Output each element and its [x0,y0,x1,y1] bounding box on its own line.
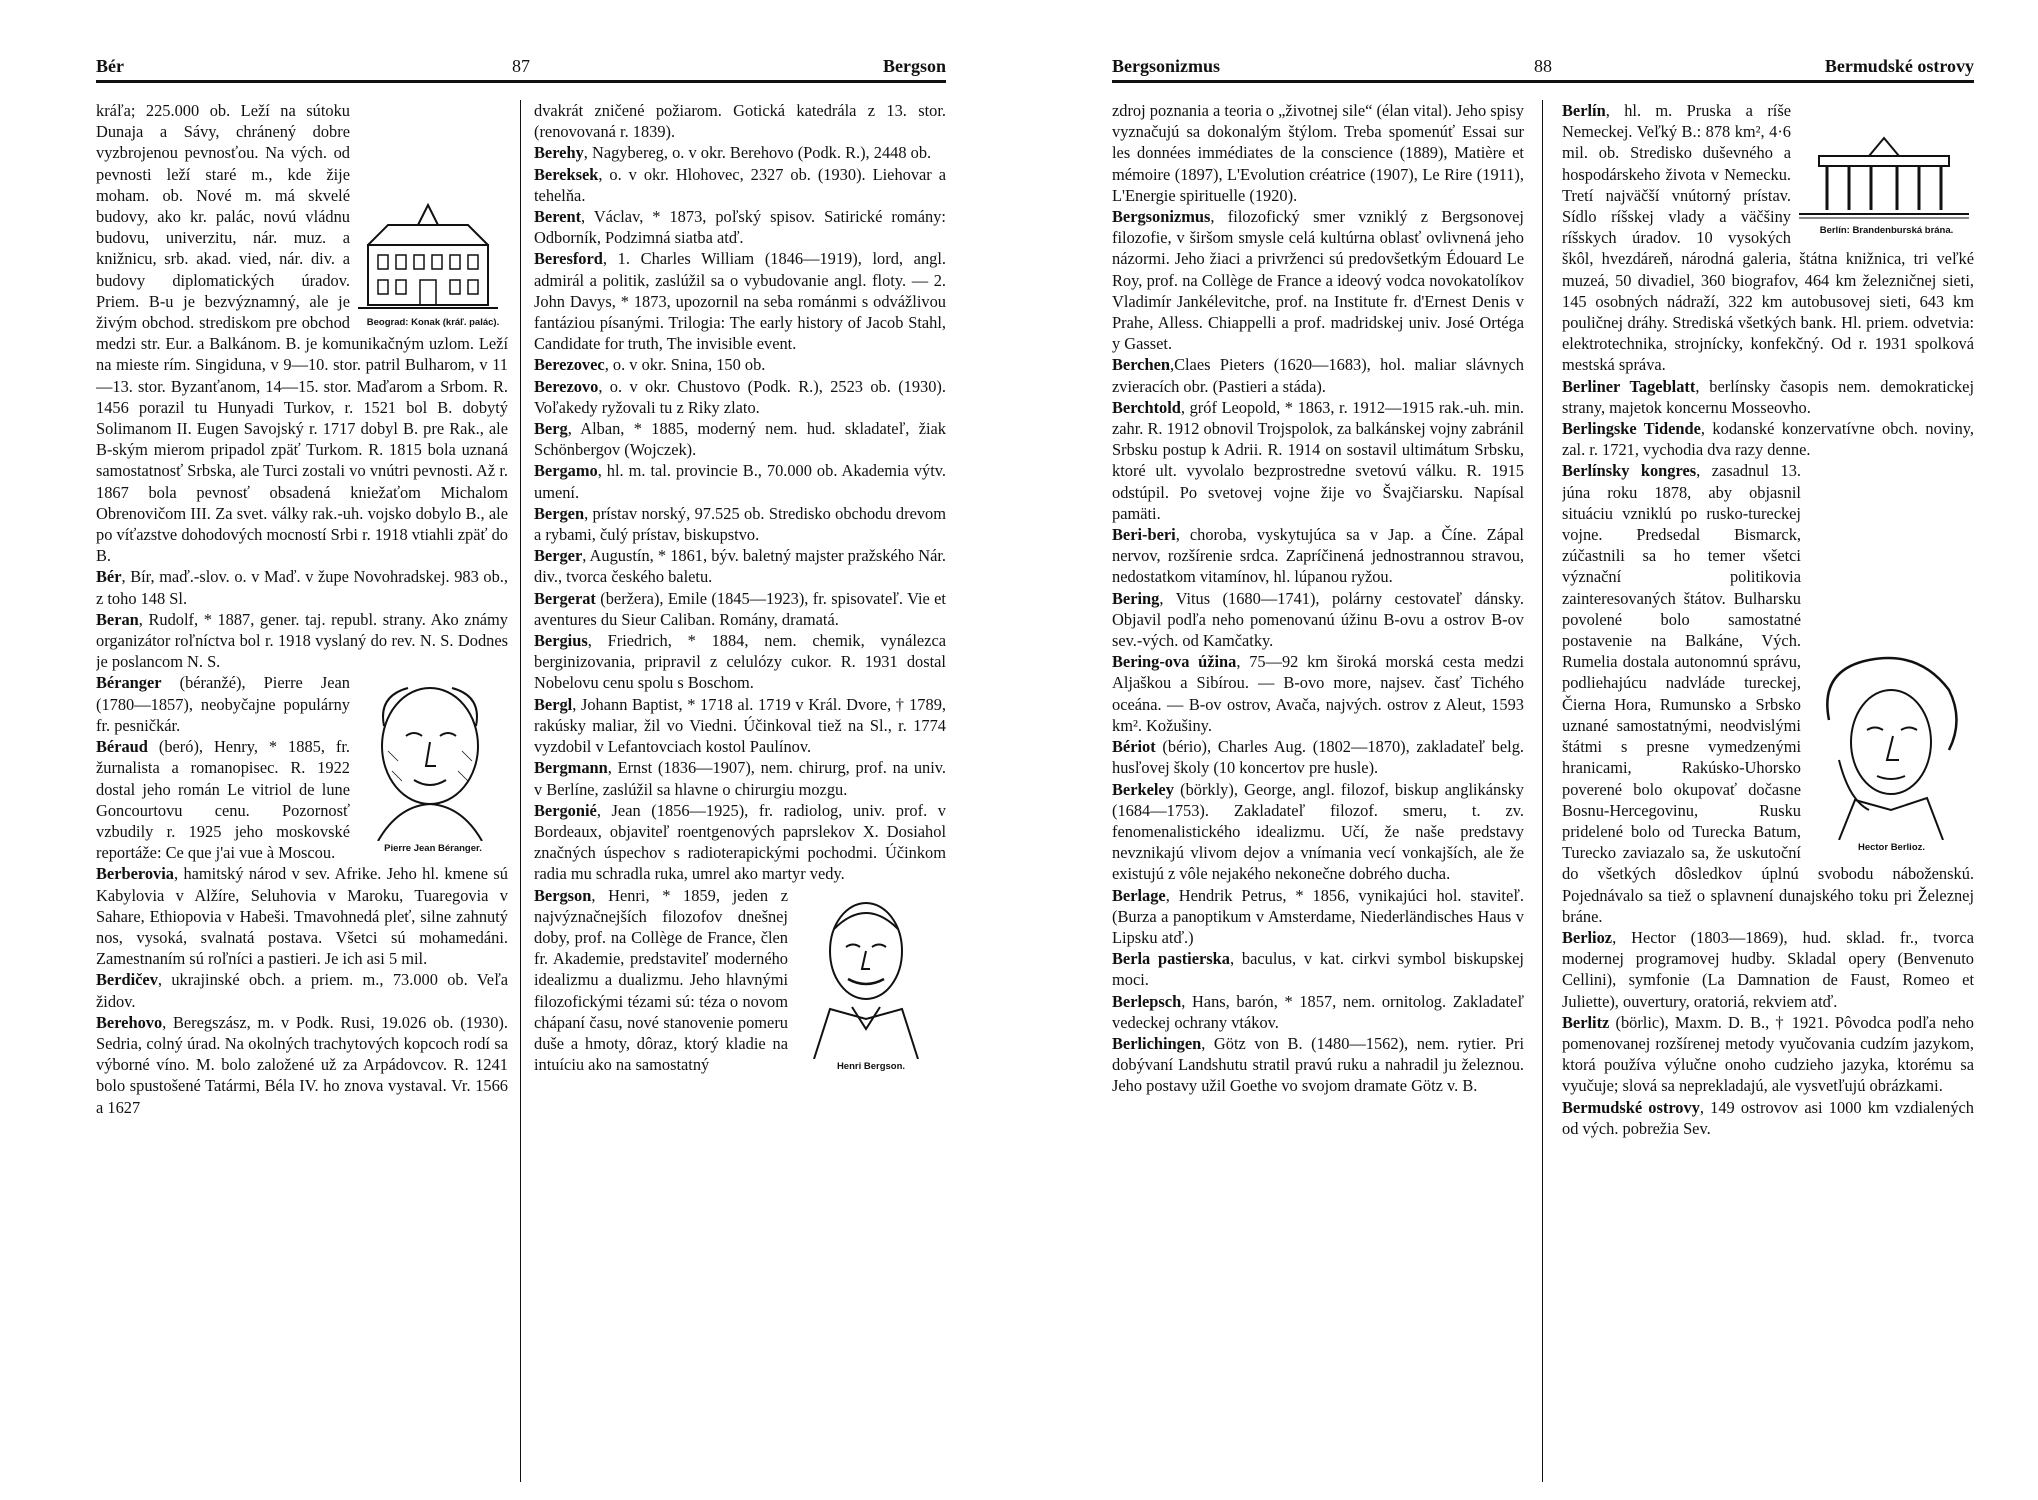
entry-bergerat: Bergerat (beržera), Emile (1845—1923), fr. spisovateľ. Vie et aventures du Sieur Caliban. Romány, dramatá. [534,588,946,629]
entry-beraud: Béraud (beró), Henry, * 1885, fr. žurnalista a romanopisec. R. 1922 dostal jeho román Le vitriol de lune Goncourtovu cenu. Pozornosť vzbudily r. 1925 jeho moskovské reportáže: Ce que j'ai vue à Moscou. [96,737,350,863]
entry-bering-strait: Bering-ova úžina, 75—92 km široká morská cesta medzi Aljaškou a Sibírou. — B-ovo more, najsev. časť Tichého oceána. — B-ov ostrov, Avača, najvých. ostrov z Aleut, 1593 km². Kožušiny. [1112,652,1524,735]
entry-bergonie: Bergonié, Jean (1856—1925), fr. radiolog, univ. prof. v Bordeaux, objaviteľ roentgenových paprslekov X. Dosiahol značných úspechov s radioterapickými pochodmi. Účinkom radia mu schradla ruka, umrel ako martyr vedy. [534,800,946,884]
entry-berkeley: Berkeley (börkly), George, angl. filozof, biskup anglikánsky (1684—1753). Zakladateľ filozof. smeru, t. zv. fenomenalistického idealizmu. Učí, že naše predstavy nevznikajú vlivom dejov a vnímania vecí vonkajších, ale že existujú z vôle nejakého nekonečne dobrého ducha. [1112,779,1524,884]
entry-berlepsch: Berlepsch, Hans, barón, * 1857, nem. ornitolog. Zakladateľ vedeckej ochrany vtákov. [1112,991,1524,1032]
entry-beriot: Bériot (bério), Charles Aug. (1802—1870), zakladateľ belg. husľovej školy (10 koncertov pre husle). [1112,737,1524,778]
entry-berent: Berent, Václav, * 1873, poľský spisov. Satirické romány: Odborník, Podzimná siatba atď. [534,207,946,248]
entry-bereksek: Bereksek, o. v okr. Hlohovec, 2327 ob. (1930). Liehovar a tehelňa. [534,164,946,205]
entry-berdicev: Berdičev, ukrajinské obch. a priem. m., 73.000 ob. Veľa židov. [96,970,508,1011]
beranger-portrait [358,676,508,854]
entry-berlingske-tidende: Berlingske Tidende, kodanské konzervatívne obch. noviny, zal. r. 1721, vychodia dva razy denne. [1562,419,1974,460]
entry-berliner-tageblatt: Berliner Tageblatt, berlínsky časopis nem. demokratickej strany, majetok koncernu Mosseovho. [1562,376,1974,417]
left-page-number: 87 [512,56,530,76]
bergson-caption: Henri Bergson. [836,1060,906,1072]
entry-berlin: Berlín, hl. m. Pruska a ríše Nemeckej. Veľký B.: 878 km², 4·6 mil. ob. Stredisko duševného a hospodárskeho života v Nemecku. Tretí najväčší vnútorný prístav. Sídlo ríšskej vlady a väčšiny ríšskych úradov. 10 vysokých škôl, hvezdáreň, národná galeria, štátna knižnica, tri veľké muzeá, 50 divadiel, 360 biografov, 464 km železničnej sieti, 145 osobných nádraží, 322 km autobusovej sieti, 643 km pouličnej dráhy. Strediská všetkých bank. Hl. priem. odvetvia: elektrotechnika, strojnícky, konfekčný. Od r. 1931 spolková mestská správa. [1562,101,1974,375]
entry-berlioz: Berlioz, Hector (1803—1869), hud. sklad. fr., tvorca modernej programovej hudby. Skladal opery (Benvenuto Cellini), symfonie (La Damnation de Faust, Romeo et Juliette), ouvertury, oratoriá, rekviem atď. [1562,927,1974,1011]
right-page [1112,52,1974,1482]
berlin-illustration [1799,128,1974,236]
brandenburg-gate-picture [1799,128,1969,223]
entry-berlichingen: Berlichingen, Götz von B. (1480—1562), nem. rytier. Pri dobývaní Landshutu stratil pravú ruku a nahradil ju železnou. Jeho postavy užil Goethe vo svojom dramate Götz v. B. [1112,1033,1524,1096]
right-page-header [1112,52,1974,83]
beograd-caption: Beograd: Konak (kráľ. palác). [366,317,500,328]
left-page-header [96,52,946,83]
right-header-end-word: Bermudské ostrovy [1824,56,1974,76]
entry-berezovec: Berezovec, o. v okr. Snina, 150 ob. [534,355,766,375]
bergson-picture [796,889,936,1059]
bergson-portrait [796,889,946,1072]
palace-picture [358,200,498,315]
beranger-picture [358,676,503,841]
entry-berehy: Berehy, Nagybereg, o. v okr. Berehovo (Podk. R.), 2448 ob. [534,143,932,163]
entry-berchtold: Berchtold, gróf Leopold, * 1863, r. 1912—1915 rak.-uh. min. zahr. R. 1912 obnovil Trojspolok, za balkánskej vojny zabránil Srbsku postup k Adrii. R. 1914 on sostavil ultimátum Srbsku, ktoré ult. vyvolalo bezprostredne svetovú válku. R. 1915 odstúpil. Po svetovej vojne žije vo Švajčiarsku. Napísal pamäti. [1112,397,1524,523]
entry-berg: Berg, Alban, * 1885, moderný nem. hud. skladateľ, žiak Schönbergov (Wojczek). [534,419,946,460]
entry-berlage: Berlage, Hendrik Petrus, * 1856, vynikajúci hol. staviteľ. (Burza a panoptikum v Amsterdame, Niederländisches Haus v Lipsku atď.) [1112,885,1524,947]
entry-bergsonizmus: Bergsonizmus, filozofický smer vzniklý z Bergsonovej filozofie, v širšom smysle celá kultúrna oblasť ovlivnená jeho názormi. Jeho žiaci a privrženci sú predovšetkým Édouard Le Roy, prof. na Collège de France a ideový vodca novokatolíkov Vladimír Jankélevitche, prof. na Institute fr. d'Ernest Denis v Prahe, Alless. Chiappelli a prof. madridskej univ. José Ortéga y Gasset. [1112,207,1524,354]
left-column-2 [534,100,946,1482]
entry-bergson: Bergson, Henri, * 1859, jeden z najvýznačnejších filozofov dnešnej doby, prof. na Collège de France, člen fr. Akademie, predstaviteľ moderného idealizmu a dualizmu. Jeho hlavnými filozofickými tézami sú: téza o novom chápaní času, nové stanovenie pomeru duše a hmoty, dôraz, ktorý kladie na intuíciu ako na samostatný [534,885,788,1075]
berlioz-picture [1809,650,1969,840]
entry-beran: Beran, Rudolf, * 1887, gener. taj. republ. strany. Ako známy organizátor roľníctva bol r. 1918 vyslaný do rev. N. S. Dodnes je poslancom N. S. [96,609,508,672]
entry-beranger: Béranger (béranžé), Pierre Jean (1780—1857), neobyčajne populárny fr. pesničkár. [96,673,350,735]
column-divider [1542,100,1543,1482]
entry-bergen: Bergen, prístav norský, 97.525 ob. Stredisko obchodu drevom a rybami, čulý prístav, biskupstvo. [534,503,946,545]
right-column-2 [1562,100,1974,1482]
entry-berlinsky-kongres: Berlínsky kongres, zasadnul 13. júna roku 1878, aby objasnil situáciu vzniklú po rusko-tureckej vojne. Predsedal Bismarck, zúčastnili sa ho temer všetci význační politikovia zainteresovaných štátov. Bulharsku povolené bolo samostatné postavenie na Balkáne, Vých. Rumelia dostala autonomnú správu, podliehajúcu nadvláde tureckej, Čierna Hora, Rumunsko a Srbsko uznané samostatnými, neodvislými štátmi s presne vymedzenými hranicami, Rakúsko-Uhorsko poverené bolo okupovať dočasne Bosnu-Hercegovinu, Rusku pridelené bolo od Turecka Batum, Turecko zaviazalo sa, že uskutoční do všetkých dôsledkov úplnú svobodu náboženskú. Pojednávalo sa tiež o splavnení dunajského toku pri Železnej bráne. [1562,461,1974,926]
entry-beograd-continued: kráľa; 225.000 ob. Leží na sútoku Dunaja a Sávy, chránený dobre vyzbrojenou pevnosťou. Na vých. od pevnosti leží staré m., kde žije moham. ob. Nové m. má skvelé budovy, ako kr. palác, novú vládnu budovu, univerzitu, nár. muz. a knižnicu, srb. akad. vied, nár. div. a budovy diplomatických úradov. Priem. B-u je bezvýznamný, ale je živým obchod. strediskom pre obchod medzi str. Eur. a Balkánom. B. je komunikačným uzlom. Leží na mieste rím. Singiduna, v 9—10. stor. patril Bulharom, v 11—13. stor. Byzanťanom, 14—15. stor. Maďarom a Srbom. R. 1456 porazil tu Hunyadi Turkov, r. 1521 bol B. dobytý Solimanom II. Eugen Savojský r. 1717 dobyl B. pre Rak., ale B-ským mierom pripadol zpäť Turkom. R. 1815 bola uznaná samostatnosť Srbska, ale Turci zostali vo vnútri pevnosti. Až r. 1867 bola pevnosť obsadená kniežaťom Michalom Obrenovičom III. Za svet. války rak.-uh. vojsko dobylo B., ale po víťazstve dohodových mocností Srbi r. 1918 vtiahli zpäť do B. [96,101,508,566]
entry-berehovo: Berehovo, Beregszász, m. v Podk. Rusi, 19.026 ob. (1930). Sedria, colný úrad. Na okolných trachytových kopcoch rodí sa výborné víno. M. bolo založené už za Arpádovcov. R. 1241 bolo spustošené Tatármi, Béla IV. ho znova vystaval. Vr. 1566 a 1627 [96,1012,508,1117]
entry-bermudske-ostrovy: Bermudské ostrovy, 149 ostrovov asi 1000 km vzdialených od vých. pobrežia Sev. [1562,1097,1974,1138]
right-page-number: 88 [1534,56,1552,76]
beograd-illustration [358,200,508,328]
berlin-caption: Berlín: Brandenburská brána. [1819,225,1954,236]
entry-berezovo: Berezovo, o. v okr. Chustovo (Podk. R.), 2523 ob. (1930). Voľakedy ryžovali tu z Riky zlato. [534,376,946,417]
entry-bergamo: Bergamo, hl. m. tal. provincie B., 70.000 ob. Akademia výtv. umení. [534,461,946,502]
entry-berberovia: Berberovia, hamitský národ v sev. Afrike. Jeho hl. kmene sú Kabylovia v Alžíre, Seluhovia v Maroku, Tuaregovia v Sahare, Ethiopovia v Habeši. Tmavohnedá pleť, silne zahnutý nos, vysoká, svalnatá postava. Všetci sú mohamedáni. Zamestnaním sú roľníci a pastieri. Je ich asi 5 mil. [96,864,508,969]
entry-berger: Berger, Augustín, * 1861, býv. baletný majster pražského Nár. div., tvorca českého baletu. [534,546,946,587]
column-divider [520,100,521,1482]
entry-bergl: Bergl, Johann Baptist, * 1718 al. 1719 v Král. Dvore, † 1789, rakúsky maliar, žil vo Viedni. Účinkoval tiež na Sl., r. 1774 vyzdobil v Lefantovciach kostol Paulínov. [534,694,946,757]
entry-berchen: Berchen,Claes Pieters (1620—1683), hol. maliar slávnych zvieracích obr. (Pastieri a stáda). [1112,355,1524,396]
berlioz-caption: Hector Berlioz. [1857,842,1926,854]
entry-berehovo-continued: dvakrát zničené požiarom. Gotická katedrála z 13. stor. (renovovaná r. 1839). [534,101,946,142]
right-column-1 [1112,100,1524,1482]
right-header-word: Bergsonizmus [1112,56,1220,76]
left-header-word: Bér [96,56,124,76]
entry-bergmann: Bergmann, Ernst (1836—1907), nem. chirurg, prof. na univ. v Berlíne, zaslúžil sa hlavne o chirurgiu mozgu. [534,758,946,799]
beranger-caption: Pierre Jean Béranger. [384,843,482,855]
entry-beresford: Beresford, 1. Charles William (1846—1919), lord, angl. admirál a politik, zaslúžil sa o vybudovanie angl. floty. — 2. John Davys, * 1873, upozornil na seba románmi s odvážlivou fantáziou písanými. Trilogia: The early history of Jacob Stahl, Candidate for truth, The invisible event. [534,249,946,354]
entry-berla-pastierska: Berla pastierska, baculus, v kat. cirkvi symbol biskupskej moci. [1112,949,1524,990]
berlioz-portrait [1809,650,1974,853]
entry-ber: Bér, Bír, maď.-slov. o. v Maď. v župe Novohradskej. 983 ob., z toho 148 Sl. [96,567,508,608]
left-column-1 [96,100,508,1482]
entry-berlitz: Berlitz (börlic), Maxm. D. B., † 1921. Pôvodca podľa neho pomenovanej rozšírenej metody vyučovania cudzím jazykom, ktorá používa výlučne onoho cudzieho jazyka, ktorému sa vyučuje; slová sa neprekladajú, ale vysvetľujú obrázkami. [1562,1012,1974,1096]
left-header-end-word: Bergson [883,56,946,76]
entry-bering: Bering, Vitus (1680—1741), polárny cestovateľ dánsky. Objavil podľa neho pomenovanú úžinu B-ovu a ostrov B-ov sev.-vých. od Kamčatky. [1112,588,1524,651]
entry-bergius: Bergius, Friedrich, * 1884, nem. chemik, vynálezca berginizovania, pripravil z celulózy cukor. R. 1931 dostal Nobelovu cenu spolu s Boschom. [534,631,946,693]
left-page [96,52,946,1482]
entry-bergson-continued: zdroj poznania a teoria o „životnej sile“ (élan vital). Jeho spisy vyznačujú sa dokonalým štýlom. Treba spomenúť Essai sur les données immédiates de la conscience (1889), Matière et mémoire (1897), L'Evolution créatrice (1907), Le Rire (1911), L'Energie spirituelle (1920). [1112,101,1524,205]
entry-beri-beri: Beri-beri, choroba, vyskytujúca sa v Jap. a Číne. Zápal nervov, rozšírenie srdca. Zapríčinená jednostrannou stravou, nedostatkom vitamínov, hl. lúpanou ryžou. [1112,525,1524,587]
